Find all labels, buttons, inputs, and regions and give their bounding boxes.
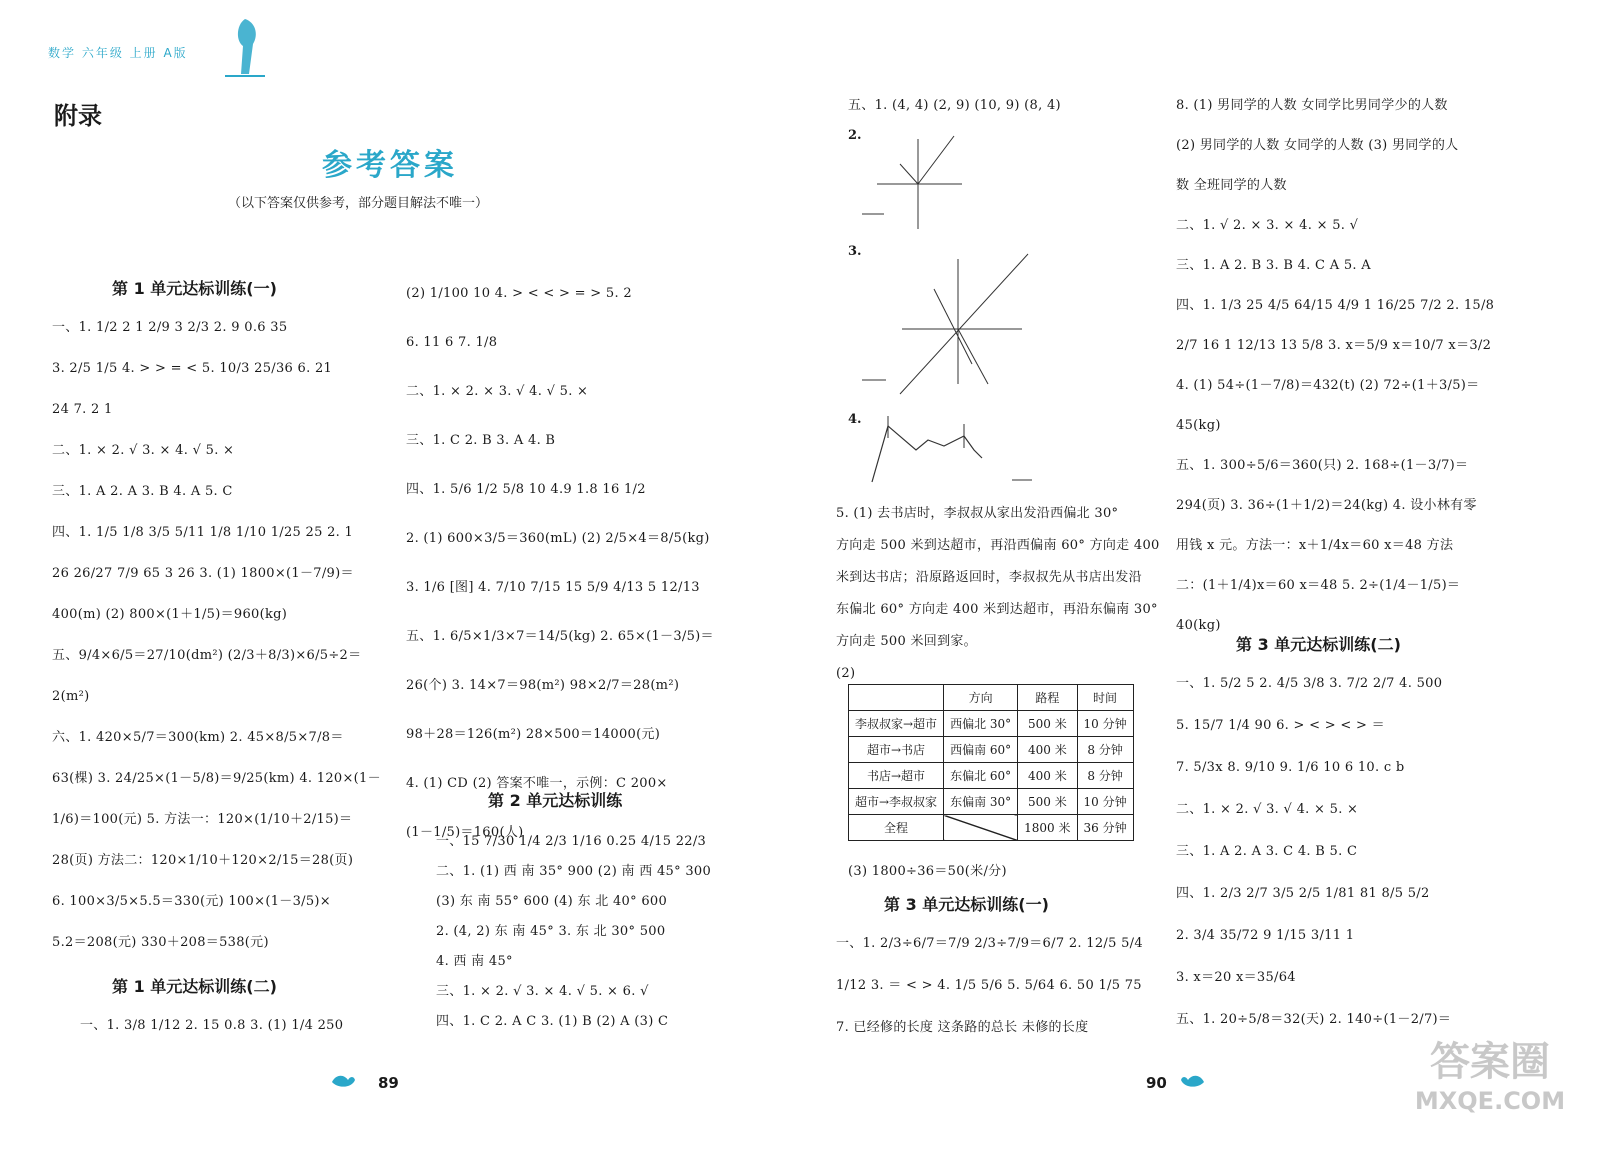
table-row: [849, 815, 1134, 841]
table-cell: 超市→书店: [849, 737, 944, 763]
answer-line: 98＋28＝126(m²) 28×500＝14000(元): [406, 727, 661, 742]
answer-line: 4. 西 南 45°: [436, 954, 513, 969]
answer-line: 24 7. 2 1: [52, 402, 113, 417]
answer-line: 一、1. 2/3÷6/7＝7/9 2/3÷7/9＝6/7 2. 12/5 5/4: [836, 936, 1143, 951]
table-row: [849, 763, 1134, 789]
answer-line: 5. 15/7 1/4 90 6. > < > < > ＝: [1176, 718, 1385, 733]
answer-line: (2) 1/100 10 4. > < < > = > 5. 2: [406, 286, 632, 301]
table-cell: 10 分钟: [1077, 711, 1133, 737]
answer-line: 二、1. × 2. × 3. √ 4. √ 5. ×: [406, 384, 589, 399]
answer-line: 3. x＝20 x＝35/64: [1176, 970, 1296, 985]
answer-line: 五、9/4×6/5＝27/10(dm²) (2/3＋8/3)×6/5÷2＝: [52, 648, 362, 663]
page-title: 参考答案: [322, 148, 458, 183]
table-cell: 36 分钟: [1077, 815, 1133, 841]
answer-line: (2): [836, 666, 856, 681]
table-header-cell: 时间: [1077, 685, 1133, 711]
answer-line: 8. (1) 男同学的人数 女同学比男同学少的人数: [1176, 98, 1448, 113]
direction-diagram-2: [862, 124, 972, 234]
page-subtitle: （以下答案仅供参考，部分题目解法不唯一）: [228, 196, 489, 211]
figure-label: 4.: [848, 412, 862, 427]
answer-line: 五、1. 300÷5/6＝360(只) 2. 168÷(1－3/7)＝: [1176, 458, 1469, 473]
route-diagram-4: [862, 410, 1042, 490]
answer-line: 26 26/27 7/9 65 3 26 3. (1) 1800×(1－7/9)＝: [52, 566, 354, 581]
table-cell: 全程: [849, 815, 944, 841]
answer-line: 东偏北 60° 方向走 400 米到达超市，再沿东偏南 30°: [836, 602, 1158, 617]
answer-line: 28(页) 方法二：120×1/10＋120×2/15＝28(页): [52, 853, 354, 868]
answer-line: 方向走 500 米回到家。: [836, 634, 977, 649]
answer-line: 六、1. 420×5/7＝300(km) 2. 45×8/5×7/8＝: [52, 730, 344, 745]
page-ornament-icon: [330, 1072, 356, 1090]
answer-line: 二、1. × 2. √ 3. √ 4. × 5. ×: [1176, 802, 1359, 817]
answer-line: 5.2＝208(元) 330＋208＝538(元): [52, 935, 269, 950]
table-row: [849, 711, 1134, 737]
table-cell: 10 分钟: [1077, 789, 1133, 815]
answer-line: 二：(1＋1/4)x＝60 x＝48 5. 2÷(1/4－1/5)＝: [1176, 578, 1461, 593]
route-table: [848, 684, 1134, 841]
answer-line: (1－1/5)＝160(人): [406, 825, 524, 840]
table-cell: 书店→超市: [849, 763, 944, 789]
answer-line: 五、1. 20÷5/8＝32(天) 2. 140÷(1－2/7)＝: [1176, 1012, 1452, 1027]
answer-line: 米到达书店；沿原路返回时，李叔叔先从书店出发沿: [836, 570, 1142, 585]
figure-decoration-icon: [215, 14, 275, 84]
answer-line: 四、1. 1/3 25 4/5 64/15 4/9 1 16/25 7/2 2. 15/8: [1176, 298, 1495, 313]
answer-line: 数 全班同学的人数: [1176, 178, 1287, 193]
table-cell: 400 米: [1018, 737, 1077, 763]
page-number-left: 89: [378, 1074, 399, 1092]
table-cell: 西偏北 30°: [944, 711, 1018, 737]
section-heading-unit3-2: 第 3 单元达标训练(二): [1236, 635, 1401, 654]
answer-line: 400(m) (2) 800×(1＋1/5)＝960(kg): [52, 607, 288, 622]
answer-line: (3) 1800÷36＝50(米/分): [848, 864, 1007, 879]
table-cell: 400 米: [1018, 763, 1077, 789]
answer-line: 2/7 16 1 12/13 13 5/8 3. x＝5/9 x＝10/7 x＝3/2: [1176, 338, 1492, 353]
answer-line: 二、1. × 2. √ 3. × 4. √ 5. ×: [52, 443, 235, 458]
answer-line: 26(个) 3. 14×7＝98(m²) 98×2/7＝28(m²): [406, 678, 680, 693]
table-cell: 8 分钟: [1077, 737, 1133, 763]
figure-label: 3.: [848, 244, 862, 259]
answer-line: 2. (4, 2) 东 南 45° 3. 东 北 30° 500: [436, 924, 666, 939]
table-cell: 李叔叔家→超市: [849, 711, 944, 737]
appendix-heading: 附录: [54, 102, 102, 130]
answer-line: 7. 已经修的长度 这条路的总长 未修的长度: [836, 1020, 1089, 1035]
table-cell: 500 米: [1018, 711, 1077, 737]
answer-line: (3) 东 南 55° 600 (4) 东 北 40° 600: [436, 894, 668, 909]
answer-line: 一、1. 3/8 1/12 2. 15 0.8 3. (1) 1/4 250: [80, 1018, 344, 1033]
answer-line: 五、1. (4, 4) (2, 9) (10, 9) (8, 4): [848, 98, 1061, 113]
section-heading-unit3-1: 第 3 单元达标训练(一): [884, 895, 1049, 914]
answer-line: 2. (1) 600×3/5＝360(mL) (2) 2/5×4＝8/5(kg): [406, 531, 710, 546]
answer-line: 63(棵) 3. 24/25×(1－5/8)＝9/25(km) 4. 120×(1－: [52, 771, 381, 786]
answer-line: 三、1. A 2. B 3. B 4. C A 5. A: [1176, 258, 1371, 273]
answer-line: 四、1. C 2. A C 3. (1) B (2) A (3) C: [436, 1014, 669, 1029]
page-number-right: 90: [1146, 1074, 1167, 1092]
answer-line: 6. 11 6 7. 1/8: [406, 335, 498, 350]
answer-line: 三、1. C 2. B 3. A 4. B: [406, 433, 556, 448]
table-header-cell: 路程: [1018, 685, 1077, 711]
table-cell: 1800 米: [1018, 815, 1077, 841]
answer-line: 五、1. 6/5×1/3×7＝14/5(kg) 2. 65×(1－3/5)＝: [406, 629, 714, 644]
answer-line: 二、1. √ 2. × 3. × 4. × 5. √: [1176, 218, 1359, 233]
answer-line: 5. (1) 去书店时，李叔叔从家出发沿西偏北 30°: [836, 506, 1119, 521]
answer-line: 2. 3/4 35/72 9 1/15 3/11 1: [1176, 928, 1355, 943]
answer-line: 1/6)＝100(元) 5. 方法一：120×(1/10＋2/15)＝: [52, 812, 353, 827]
book-header-label: 数学 六年级 上册 A版: [48, 46, 188, 60]
answer-line: (2) 男同学的人数 女同学的人数 (3) 男同学的人: [1176, 138, 1459, 153]
answer-line: 294(页) 3. 36÷(1＋1/2)＝24(kg) 4. 设小林有零: [1176, 498, 1477, 513]
answer-line: 2(m²): [52, 689, 90, 704]
watermark-logo: [1400, 1030, 1580, 1130]
answer-line: 用钱 x 元。方法一：x＋1/4x＝60 x＝48 方法: [1176, 538, 1454, 553]
answer-line: 3. 2/5 1/5 4. > > = < 5. 10/3 25/36 6. 21: [52, 361, 333, 376]
table-row: [849, 737, 1134, 763]
watermark-text: 答案圈: [1430, 1039, 1550, 1085]
table-row: [849, 789, 1134, 815]
answer-line: 四、1. 2/3 2/7 3/5 2/5 1/81 81 8/5 5/2: [1176, 886, 1430, 901]
table-cell: 8 分钟: [1077, 763, 1133, 789]
answer-line: 二、1. (1) 西 南 35° 900 (2) 南 西 45° 300: [436, 864, 712, 879]
answer-line: 4. (1) CD (2) 答案不唯一，示例：C 200×: [406, 776, 668, 791]
answer-line: 四、1. 1/5 1/8 3/5 5/11 1/8 1/10 1/25 25 2. 1: [52, 525, 354, 540]
answer-line: 3. 1/6 [图] 4. 7/10 7/15 15 5/9 4/13 5 12/13: [406, 580, 700, 595]
table-cell: 西偏南 60°: [944, 737, 1018, 763]
table-cell: 东偏南 30°: [944, 789, 1018, 815]
answer-line: 6. 100×3/5×5.5＝330(元) 100×(1－3/5)×: [52, 894, 331, 909]
table-cell: 500 米: [1018, 789, 1077, 815]
answer-line: 一、1. 5/2 5 2. 4/5 3/8 3. 7/2 2/7 4. 500: [1176, 676, 1443, 691]
answer-line: 方向走 500 米到达超市，再沿西偏南 60° 方向走 400: [836, 538, 1160, 553]
table-cell: 超市→李叔叔家: [849, 789, 944, 815]
watermark-url: MXQE.COM: [1414, 1087, 1566, 1115]
page-ornament-icon: [1180, 1072, 1206, 1090]
answer-line: 三、1. A 2. A 3. B 4. A 5. C: [52, 484, 233, 499]
answer-line: 一、1. 1/2 2 1 2/9 3 2/3 2. 9 0.6 35: [52, 320, 288, 335]
answer-line: 四、1. 5/6 1/2 5/8 10 4.9 1.8 16 1/2: [406, 482, 646, 497]
answer-line: 45(kg): [1176, 418, 1221, 433]
answer-line: 三、1. × 2. √ 3. × 4. √ 5. × 6. √: [436, 984, 649, 999]
answer-line: 40(kg): [1176, 618, 1221, 633]
answer-line: 4. (1) 54÷(1－7/8)＝432(t) (2) 72÷(1＋3/5)＝: [1176, 378, 1480, 393]
table-header-cell: [849, 685, 944, 711]
answer-line: 1/12 3. ＝ < > 4. 1/5 5/6 5. 5/64 6. 50 1/5 75: [836, 978, 1142, 993]
section-heading-unit1-1: 第 1 单元达标训练(一): [112, 279, 277, 298]
section-heading-unit1-2: 第 1 单元达标训练(二): [112, 977, 277, 996]
table-cell: [944, 815, 1018, 841]
table-cell: 东偏北 60°: [944, 763, 1018, 789]
section-heading-unit2: 第 2 单元达标训练: [488, 791, 623, 810]
table-header-cell: 方向: [944, 685, 1018, 711]
answer-line: 一、15 7/30 1/4 2/3 1/16 0.25 4/15 22/3: [436, 834, 707, 849]
direction-diagram-3: [862, 244, 1042, 404]
answer-line: 7. 5/3x 8. 9/10 9. 1/6 10 6 10. c b: [1176, 760, 1405, 775]
figure-label: 2.: [848, 128, 862, 143]
answer-line: 三、1. A 2. A 3. C 4. B 5. C: [1176, 844, 1358, 859]
